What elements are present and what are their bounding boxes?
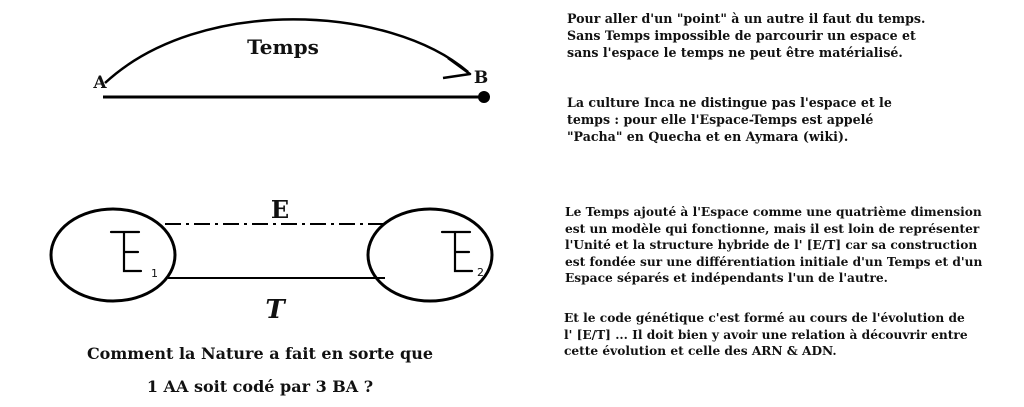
arrow-head-icon <box>443 58 470 78</box>
right-e-glyph-icon <box>442 232 472 271</box>
connector-bottom-label-t: T <box>265 295 285 325</box>
paragraph-time-point: Pour aller d'un "point" à un autre il faut du temps. Sans Temps impossible de parcourir un espace et sans l'espace le temps ne peut être matérialisé. <box>567 11 926 60</box>
right-e-subscript: 2 <box>477 266 484 279</box>
left-ellipse <box>51 209 175 301</box>
question-line-2: 1 AA soit codé par 3 BA ? <box>146 377 374 396</box>
arc-label-temps: Temps <box>247 35 319 59</box>
question-line-1: Comment la Nature a fait en sorte que <box>86 344 434 363</box>
paragraph-genetic-code: Et le code génétique c'est formé au cours de l'évolution de l' [E/T] ... Il doit bien y avoir une relation à découvrir entre cette évolution et celle des ARN & ADN. <box>564 311 968 358</box>
point-a-label: A <box>93 73 107 93</box>
paragraph-inca-pacha: La culture Inca ne distingue pas l'espace et le temps : pour elle l'Espace-Temps est appelé "Pacha" en Quecha et en Aymara (wiki). <box>567 95 892 144</box>
point-b-dot <box>478 91 490 103</box>
point-b-label: B <box>473 68 489 88</box>
right-ellipse <box>368 209 492 301</box>
left-e-subscript: 1 <box>151 267 158 280</box>
paragraph-fourth-dimension: Le Temps ajouté à l'Espace comme une quatrième dimension est un modèle qui fonctionne, mais il est loin de représenter l'Unité et la structure hybride de l' [E/T] car sa construction est fondée sur une différentiation initiale d'un Temps et d'un Espace séparés et indépendants l'un de l'autre. <box>565 205 983 285</box>
left-e-glyph-icon <box>111 232 141 271</box>
connector-top-label-e: E <box>270 195 290 224</box>
